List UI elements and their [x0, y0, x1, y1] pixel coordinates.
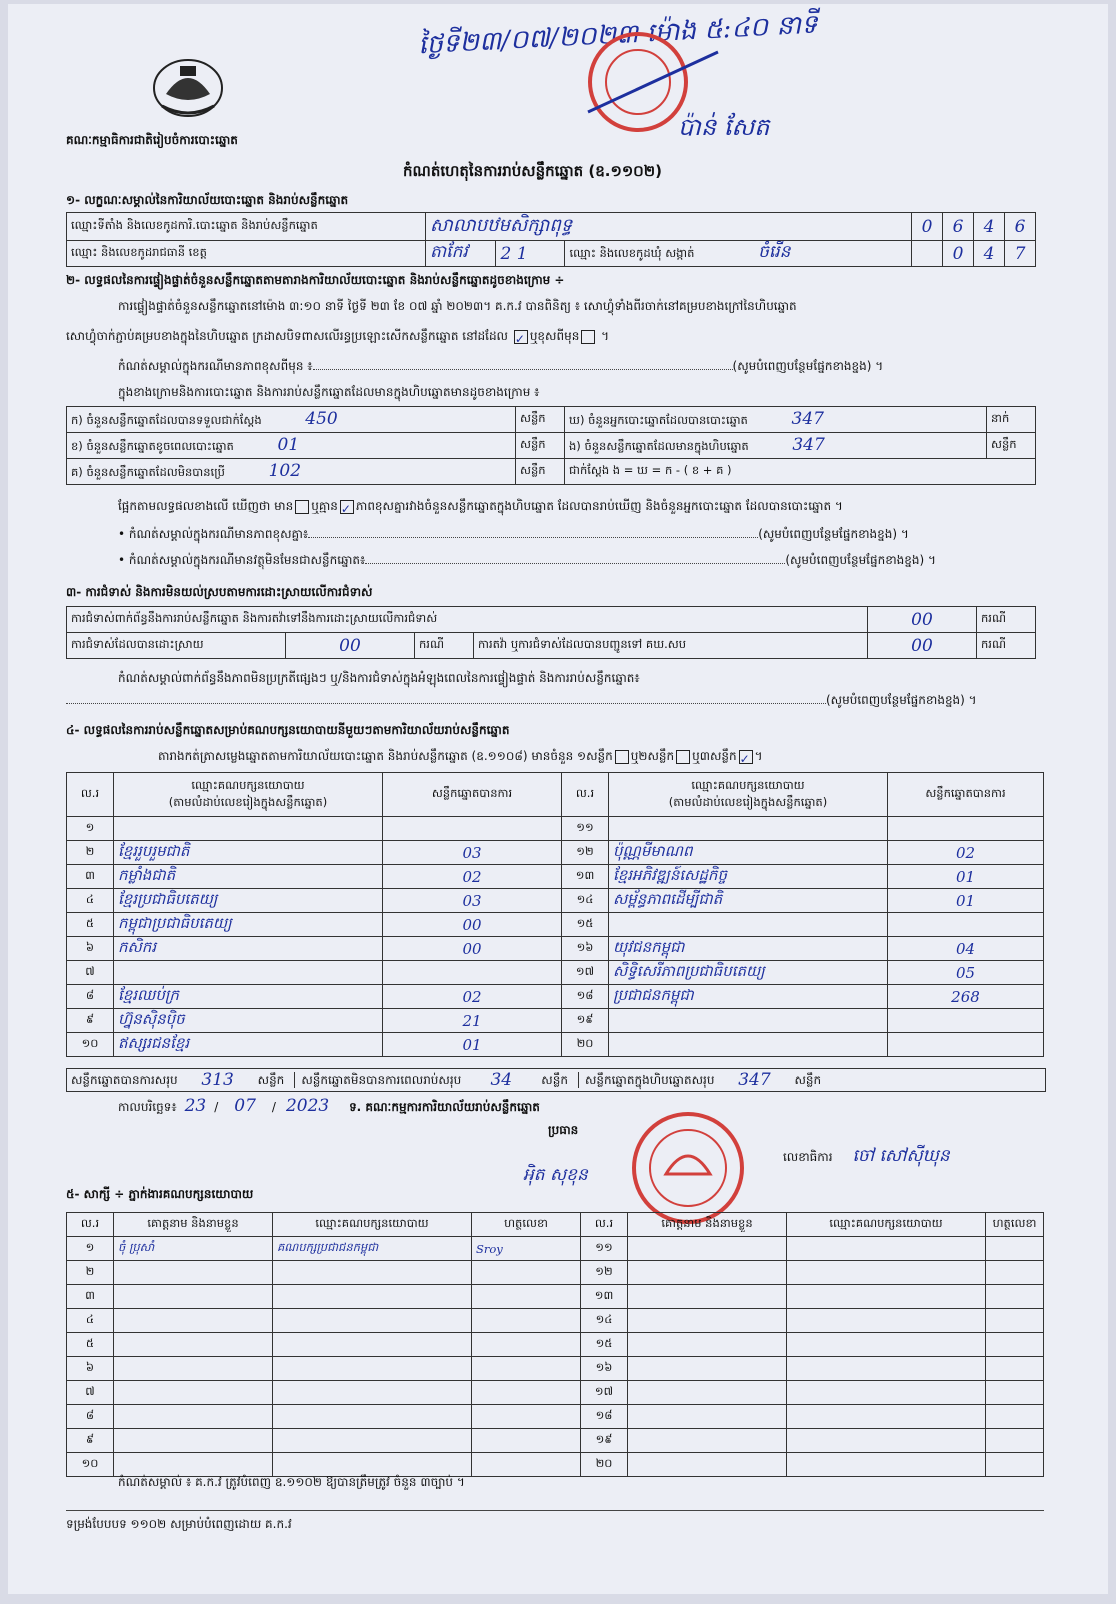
- result-row: [67, 961, 1044, 985]
- code-digit: 6: [943, 213, 974, 241]
- witness-row: [67, 1261, 1044, 1285]
- polling-station-label: ឈ្មោះទីតាំង និងលេខកូដការិ.បោះឆ្នោត និងរាប់សន្លឹកឆ្នោត: [67, 213, 426, 241]
- ballots-in-box: ង) ចំនួនសន្លឹកឆ្នោតដែលមានក្នុងហិបឆ្នោត 347: [565, 433, 987, 459]
- witness-name: [114, 1405, 273, 1429]
- result-votes: 00: [383, 937, 562, 961]
- witness-party: [787, 1309, 986, 1333]
- date-line: កាលបរិច្ឆេទ៖ 23 / 07 / 2023 ទ. គណៈកម្មការការិយាល័យរាប់សន្លឹកឆ្នោត: [118, 1096, 540, 1116]
- footnote: កំណត់សម្គាល់ ៖ គ.ក.វ ត្រូវបំពេញ ឧ.១១០២ ឱ្យបានត្រឹមត្រូវ ចំនួន ៣ច្បាប់ ។: [118, 1475, 465, 1489]
- section2-heading: ២- លទ្ធផលនៃការផ្ទៀងផ្ទាត់ចំនួនសន្លឹកឆ្នោតតាមតារាងការិយាល័យបោះឆ្នោត និងរាប់សន្លឹកឆ្នោតដូចខាងក្រោម ÷: [66, 273, 565, 287]
- witness-no: ១៣: [581, 1285, 628, 1309]
- witness-name: [114, 1453, 273, 1477]
- document-title: កំណត់ហេតុនៃការរាប់សន្លឹកឆ្នោត (ឧ.១១០២): [403, 162, 663, 180]
- witness-no: ៥: [67, 1333, 114, 1357]
- result-party: ខ្មែរឈប់ក្រ: [114, 985, 383, 1009]
- result-votes: 03: [383, 889, 562, 913]
- received-ballots: ក) ចំនួនសន្លឹកឆ្នោតដែលបានទទួលជាក់ស្តែង 450: [67, 407, 516, 433]
- result-votes: 02: [383, 985, 562, 1009]
- result-row: [67, 1009, 1044, 1033]
- result-party: សិទ្ធិសេរីភាពប្រជាធិបតេយ្យ: [609, 961, 888, 985]
- witness-no: ៦: [67, 1357, 114, 1381]
- result-row: [67, 889, 1044, 913]
- secretary-line: លេខាធិការ ចៅ សៅស៊ីឃុន: [783, 1146, 950, 1166]
- result-votes: 01: [888, 889, 1044, 913]
- section3-heading: ៣- ការជំទាស់ និងការមិនយល់ស្របតាមការដោះស្រាយលើការជំទាស់: [66, 585, 373, 599]
- section1-table: [66, 212, 1036, 267]
- count-table: ក) ចំនួនសន្លឹកឆ្នោតដែលបានទទួលជាក់ស្តែង 450 សន្លឹក ឃ) ចំនួនអ្នកបោះឆ្នោតដែលបានបោះឆ្នោត 347 នាក់ ខ) ចំនួនសន្លឹកឆ្នោតខូចពេលបោះឆ្នោត 01 សន្លឹក ង) ចំនួនសន្លឹកឆ្នោតដែលមានក្នុងហិបឆ្នោត 347 សន្លឹក គ) ចំនួនសន្លឹកឆ្នោតដែលមិនបានប្រើ 102 សន្លឹក ជាក់ស្តែង ង = ឃ = ក - ( ខ + គ ): [66, 406, 1036, 485]
- witness-name: [628, 1261, 787, 1285]
- verification-paragraph-2: សោហ្វុំចាក់ភ្ជាប់គម្របខាងក្នុងនៃហិបឆ្នោត ក្រដាសបិទពាសលើរន្ធប្រឡោះសើកសន្លឹកឆ្នោត នៅដដែល ✓ ឬខុសពីមុន ។: [66, 329, 610, 346]
- witness-no: ១៨: [581, 1405, 628, 1429]
- section1-heading: ១- លក្ខណៈសម្គាល់នៃការិយាល័យបោះឆ្នោត និងរាប់សន្លឹកឆ្នោត: [66, 193, 349, 207]
- witness-party: [273, 1261, 472, 1285]
- witness-row: [67, 1405, 1044, 1429]
- irregularities-fill: (សូមបំពេញបន្ថែមផ្នែកខាងខ្នង) ។: [66, 692, 1036, 708]
- sheet-1-checkbox[interactable]: [615, 750, 629, 764]
- witness-signature: [986, 1333, 1044, 1357]
- section5-heading: ៥- សាក្សី ÷ ភ្នាក់ងារគណបក្សនយោបាយ: [66, 1187, 254, 1201]
- witness-row: [67, 1429, 1044, 1453]
- red-stamp-committee: [618, 1108, 758, 1228]
- result-no: ៤: [67, 889, 114, 913]
- witness-signature: [986, 1285, 1044, 1309]
- resolved-value: 00: [286, 633, 415, 659]
- witness-name: [114, 1381, 273, 1405]
- witness-party: [273, 1453, 472, 1477]
- result-party: [609, 1033, 888, 1057]
- province-label: ឈ្មោះ និងលេខកូដរាជធានី ខេត្ត: [67, 241, 426, 267]
- result-votes: 21: [383, 1009, 562, 1033]
- result-party: ខ្មែរអភិវឌ្ឍន៍សេដ្ឋកិច្ច: [609, 865, 888, 889]
- result-votes: 03: [383, 841, 562, 865]
- result-votes: 02: [383, 865, 562, 889]
- total-valid: 313: [201, 1070, 234, 1090]
- result-no: ១៦: [562, 937, 609, 961]
- different-checkbox[interactable]: [581, 330, 595, 344]
- witness-name: [114, 1285, 273, 1309]
- witness-signature: [472, 1453, 581, 1477]
- form-footer: ទម្រង់បែបបទ ១១០២ សម្រាប់បំពេញដោយ គ.ក.វ: [66, 1517, 292, 1531]
- result-row: [67, 913, 1044, 937]
- code-digit: 4: [974, 213, 1005, 241]
- witness-party: [273, 1429, 472, 1453]
- forwarded-label: ការតវ៉ា ឬការជំទាស់ដែលបានបញ្ជូនទៅ គឃ.សប: [474, 633, 868, 659]
- commune-block: [565, 241, 912, 267]
- results-table: [66, 772, 1044, 1057]
- witness-no: ១០: [67, 1453, 114, 1477]
- result-party: កម្លាំងជាតិ: [114, 865, 383, 889]
- col-votes: សន្លឹកឆ្នោតបានការ: [383, 773, 562, 817]
- result-party: ខ្មែរប្រជាធិបតេយ្យ: [114, 889, 383, 913]
- note-foreign-objects: • កំណត់សម្គាល់ក្នុងករណីមានវត្ថុមិនមែនជាសន្លឹកឆ្នោត៖ (សូមបំពេញបន្ថែមផ្នែកខាងខ្នង) ។: [118, 553, 936, 567]
- committee-name: គណៈកម្មាធិការជាតិរៀបចំការបោះឆ្នោត: [66, 133, 238, 147]
- result-party: សម្ព័ន្ធភាពដើម្បីជាតិ: [609, 889, 888, 913]
- result-no: ១៩: [562, 1009, 609, 1033]
- witness-name: [114, 1261, 273, 1285]
- code-digit: 7: [1005, 241, 1036, 267]
- witness-no: ៩: [67, 1429, 114, 1453]
- witness-row: [67, 1285, 1044, 1309]
- witness-signature: [986, 1453, 1044, 1477]
- col-no: ល.រ: [67, 773, 114, 817]
- result-no: ១៥: [562, 913, 609, 937]
- witness-no: ១២: [581, 1261, 628, 1285]
- result-row: [67, 937, 1044, 961]
- witness-name: [628, 1429, 787, 1453]
- result-row: [67, 1033, 1044, 1057]
- witness-name: [628, 1237, 787, 1261]
- witness-party: [787, 1261, 986, 1285]
- result-no: ១៨: [562, 985, 609, 1009]
- witness-name: [628, 1381, 787, 1405]
- verification-paragraph-1: ការផ្ទៀងផ្ទាត់ចំនួនសន្លឹកឆ្នោតនៅម៉ោង ៣:១០ នាទី ថ្ងៃទី ២៣ ខែ ០៧ ឆ្នាំ ២០២៣។ គ.ក.វ បានពិនិត្យ ៖ សោហ្វុំទាំងពីរចាក់នៅគម្របខាងក្រៅនៃហិបឆ្នោត: [118, 299, 797, 313]
- spoiled-ballots: ខ) ចំនួនសន្លឹកឆ្នោតខូចពេលបោះឆ្នោត 01: [67, 433, 516, 459]
- witness-no: ១៦: [581, 1357, 628, 1381]
- witness-name: [628, 1285, 787, 1309]
- result-party: [609, 1009, 888, 1033]
- voters-count: ឃ) ចំនួនអ្នកបោះឆ្នោតដែលបានបោះឆ្នោត 347: [565, 407, 987, 433]
- totals-row: សន្លឹកឆ្នោតបានការសរុប 313 សន្លឹក សន្លឹកឆ្នោតមិនបានការពេលរាប់សរុប 34 សន្លឹក សន្លឹកឆ្នោតក្នុងហិបឆ្នោតសរុប 347 សន្លឹក: [66, 1068, 1046, 1092]
- witness-signature: [472, 1333, 581, 1357]
- conclusion-line: ផ្អែកតាមលទ្ធផលខាងលើ ឃើញថា មាន ឬគ្មាន ✓ ភាពខុសគ្នារវាងចំនួនសន្លឹកឆ្នោតក្នុងហិបឆ្នោត ដែលបានរាប់ឃើញ និងចំនួនអ្នកបោះឆ្នោត ដែលបានបោះឆ្នោត ។: [118, 499, 843, 516]
- result-votes: 01: [888, 865, 1044, 889]
- witness-table: ល.រ គោត្តនាម និងនាមខ្លួន ឈ្មោះគណបក្សនយោបាយ ហត្ថលេខា ល.រ គោត្តនាម និងនាមខ្លួន ឈ្មោះគណបក្សនយោបាយ ហត្ថលេខា ១ ចុំ ប្រុសាំ គណបក្សប្រជាជនកម្ពុជា Sroy ១១ ២ ១២ ៣ ១៣ ៤ ១៤ ៥ ១៥ ៦ ១៦ ៧ ១៧ ៨ ១៨ ៩ ១៩ ១០ ២០: [66, 1212, 1044, 1477]
- witness-party: [787, 1381, 986, 1405]
- result-no: ៣: [67, 865, 114, 889]
- witness-signature: [986, 1237, 1044, 1261]
- col-party: ឈ្មោះគណបក្សនយោបាយ (តាមលំដាប់លេខរៀងក្នុងសន្លឹកឆ្នោត): [609, 773, 888, 817]
- unused-ballots: គ) ចំនួនសន្លឹកឆ្នោតដែលមិនបានប្រើ 102: [67, 459, 516, 485]
- col-party: ឈ្មោះគណបក្សនយោបាយ (តាមលំដាប់លេខរៀងក្នុងសន្លឹកឆ្នោត): [114, 773, 383, 817]
- sheet-2-checkbox[interactable]: [676, 750, 690, 764]
- result-no: ១៧: [562, 961, 609, 985]
- witness-name: [628, 1357, 787, 1381]
- witness-party: [787, 1405, 986, 1429]
- code-digit: 0: [912, 213, 943, 241]
- result-party: យុវជនកម្ពុជា: [609, 937, 888, 961]
- commune-value: ចំរើន: [758, 242, 791, 262]
- witness-party: [273, 1357, 472, 1381]
- result-votes: 01: [383, 1033, 562, 1057]
- result-votes: [888, 1033, 1044, 1057]
- sheet-3-checkbox[interactable]: ✓: [739, 750, 753, 764]
- result-row: [67, 841, 1044, 865]
- result-party: ហ្វ៊ុនស៊ិនប៉ិច: [114, 1009, 383, 1033]
- result-no: ៩: [67, 1009, 114, 1033]
- result-no: ១៤: [562, 889, 609, 913]
- note-difference: • កំណត់សម្គាល់ក្នុងករណីមានភាពខុសគ្នា៖ (សូមបំពេញបន្ថែមផ្នែកខាងខ្នង) ។: [118, 527, 909, 541]
- witness-no: ២: [67, 1261, 114, 1285]
- result-no: ៧: [67, 961, 114, 985]
- result-party: [114, 961, 383, 985]
- witness-no: ១៥: [581, 1333, 628, 1357]
- witness-name: [114, 1429, 273, 1453]
- witness-signature: Sroy: [472, 1237, 581, 1261]
- witness-no: ២០: [581, 1453, 628, 1477]
- witness-row: [67, 1333, 1044, 1357]
- witness-name: [628, 1309, 787, 1333]
- result-party: [609, 913, 888, 937]
- forwarded-value: 00: [868, 633, 977, 659]
- witness-signature: [986, 1405, 1044, 1429]
- witness-signature: [472, 1357, 581, 1381]
- witness-name: [628, 1405, 787, 1429]
- witness-party: [273, 1381, 472, 1405]
- witness-signature: [472, 1261, 581, 1285]
- witness-party: [787, 1453, 986, 1477]
- result-votes: 05: [888, 961, 1044, 985]
- count-intro: ក្នុងខាងក្រោមនិងការបោះឆ្នោត និងការរាប់សន្លឹកឆ្នោតដែលមានក្នុងហិបឆ្នោតមានដូចខាងក្រោម ៖: [118, 385, 540, 399]
- result-no: ១១: [562, 817, 609, 841]
- witness-signature: [472, 1429, 581, 1453]
- result-party: ប្រជាជនកម្ពុជា: [609, 985, 888, 1009]
- witness-signature: [472, 1405, 581, 1429]
- result-party: [114, 817, 383, 841]
- witness-party: [273, 1405, 472, 1429]
- total-in-box: 347: [738, 1070, 771, 1090]
- col-no: ល.រ: [562, 773, 609, 817]
- witness-name: [628, 1453, 787, 1477]
- handwritten-receipt-time: ថ្ងៃទី២៣/០៧/២០២៣ ម៉ោង ៥:៤០ នាទី: [417, 9, 819, 61]
- note-different: កំណត់សម្គាល់ក្នុងករណីមានភាពខុសពីមុន ៖ (សូមបំពេញបន្ថែមផ្នែកខាងខ្នង) ។: [118, 359, 884, 373]
- section4-heading: ៤- លទ្ធផលនៃការរាប់សន្លឹកឆ្នោតសម្រាប់គណបក្សនយោបាយនីមួយៗតាមការិយាល័យរាប់សន្លឹកឆ្នោត: [66, 723, 510, 737]
- province-value: តាកែវ: [426, 241, 496, 267]
- result-votes: [383, 961, 562, 985]
- witness-party: [273, 1333, 472, 1357]
- complaints-value: 00: [868, 607, 977, 633]
- total-invalid: 34: [490, 1070, 513, 1090]
- witness-party: [787, 1333, 986, 1357]
- irregularities-note: កំណត់សម្គាល់ពាក់ព័ន្ធនឹងភាពមិនប្រក្រតីផ្សេងៗ ឬ/និងការជំទាស់ក្នុងអំឡុងពេលនៃការផ្ទៀងផ្ទាត់ និងការរាប់សន្លឹកឆ្នោត៖: [118, 671, 640, 685]
- result-party: ខ្មែររួបរួមជាតិ: [114, 841, 383, 865]
- no-difference-checkbox[interactable]: ✓: [340, 500, 354, 514]
- result-votes: [888, 1009, 1044, 1033]
- result-row: [67, 817, 1044, 841]
- result-party: កម្ពុជាប្រជាធិបតេយ្យ: [114, 913, 383, 937]
- result-no: ២: [67, 841, 114, 865]
- code-digit: 0: [943, 241, 974, 267]
- witness-signature: [986, 1309, 1044, 1333]
- result-party: ឥស្សរជនខ្មែរ: [114, 1033, 383, 1057]
- complaints-table: ការជំទាស់ពាក់ព័ន្ធនឹងការរាប់សន្លឹកឆ្នោត និងការតវ៉ាទៅនឹងការដោះស្រាយលើការជំទាស់ 00 ករណី ការជំទាស់ដែលបានដោះស្រាយ 00 ករណី ការតវ៉ា ឬការជំទាស់ដែលបានបញ្ជូនទៅ គឃ.សប 00 ករណី: [66, 606, 1036, 659]
- resolved-label: ការជំទាស់ដែលបានដោះស្រាយ: [67, 633, 286, 659]
- complaints-label: ការជំទាស់ពាក់ព័ន្ធនឹងការរាប់សន្លឹកឆ្នោត និងការតវ៉ាទៅនឹងការដោះស្រាយលើការជំទាស់: [67, 607, 868, 633]
- witness-no: ៤: [67, 1309, 114, 1333]
- result-votes: [888, 913, 1044, 937]
- result-no: ១០: [67, 1033, 114, 1057]
- witness-signature: [472, 1309, 581, 1333]
- witness-party: [787, 1357, 986, 1381]
- result-party: កសិករ: [114, 937, 383, 961]
- witness-no: ៨: [67, 1405, 114, 1429]
- witness-no: ៧: [67, 1381, 114, 1405]
- witness-signature: [986, 1357, 1044, 1381]
- witness-row: [67, 1453, 1044, 1477]
- witness-row: [67, 1381, 1044, 1405]
- witness-signature: [986, 1261, 1044, 1285]
- witness-party: [273, 1285, 472, 1309]
- commune-label: ឈ្មោះ និងលេខកូដឃុំ សង្កាត់: [569, 246, 695, 260]
- has-difference-checkbox[interactable]: [295, 500, 309, 514]
- witness-row: [67, 1357, 1044, 1381]
- tally-sheet-line: តារាងកត់ត្រាសម្លេងឆ្នោតតាមការិយាល័យបោះឆ្នោត និងរាប់សន្លឹកឆ្នោត (ឧ.១១០៨) មានចំនួន ១សន្លឹក ឬ២សន្លឹក ឬ៣សន្លឹក ✓ ។: [158, 749, 763, 766]
- witness-name: ចុំ ប្រុសាំ: [114, 1237, 273, 1261]
- witness-signature: [472, 1381, 581, 1405]
- col-votes: សន្លឹកឆ្នោតបានការ: [888, 773, 1044, 817]
- code-digit: 6: [1005, 213, 1036, 241]
- result-no: ១: [67, 817, 114, 841]
- result-no: ១២: [562, 841, 609, 865]
- witness-signature: [986, 1381, 1044, 1405]
- witness-name: [114, 1309, 273, 1333]
- footer-divider: [66, 1510, 1044, 1511]
- result-row: [67, 865, 1044, 889]
- secretary-name: ចៅ សៅស៊ីឃុន: [852, 1146, 950, 1166]
- witness-name: [114, 1357, 273, 1381]
- same-checkbox[interactable]: ✓: [514, 330, 528, 344]
- result-party: [609, 817, 888, 841]
- witness-signature: [986, 1429, 1044, 1453]
- result-votes: 02: [888, 841, 1044, 865]
- result-votes: [383, 817, 562, 841]
- witness-no: ១: [67, 1237, 114, 1261]
- result-votes: 04: [888, 937, 1044, 961]
- code-digit: 4: [974, 241, 1005, 267]
- province-code: 2 1: [496, 241, 565, 267]
- result-votes: 00: [383, 913, 562, 937]
- result-votes: [888, 817, 1044, 841]
- nec-emblem-logo: [148, 54, 228, 122]
- witness-no: ៣: [67, 1285, 114, 1309]
- chair-label: ប្រធាន: [548, 1123, 579, 1137]
- witness-party: [273, 1309, 472, 1333]
- witness-name: [628, 1333, 787, 1357]
- witness-no: ១៧: [581, 1381, 628, 1405]
- witness-row: [67, 1237, 1044, 1261]
- result-no: ៥: [67, 913, 114, 937]
- witness-no: ១៩: [581, 1429, 628, 1453]
- witness-party: [787, 1237, 986, 1261]
- witness-party: គណបក្សប្រជាជនកម្ពុជា: [273, 1237, 472, 1261]
- chair-name: អុិត សុខុន: [523, 1165, 588, 1185]
- formula: ជាក់ស្តែង ង = ឃ = ក - ( ខ + គ ): [565, 459, 1036, 485]
- polling-station-value: សាលាបឋមសិក្សាពុទ្ធ: [426, 213, 912, 241]
- witness-no: ១៤: [581, 1309, 628, 1333]
- witness-party: [787, 1285, 986, 1309]
- result-no: ២០: [562, 1033, 609, 1057]
- result-no: ៨: [67, 985, 114, 1009]
- result-votes: 268: [888, 985, 1044, 1009]
- result-row: [67, 985, 1044, 1009]
- result-no: ១៣: [562, 865, 609, 889]
- witness-name: [114, 1333, 273, 1357]
- top-signer-name: ប៉ាន់ សែត: [678, 113, 770, 141]
- witness-no: ១១: [581, 1237, 628, 1261]
- witness-row: [67, 1309, 1044, 1333]
- result-party: ប៉ុណ្ណមីមាណព: [609, 841, 888, 865]
- witness-party: [787, 1429, 986, 1453]
- witness-signature: [472, 1285, 581, 1309]
- document-page: [8, 4, 1108, 1594]
- result-no: ៦: [67, 937, 114, 961]
